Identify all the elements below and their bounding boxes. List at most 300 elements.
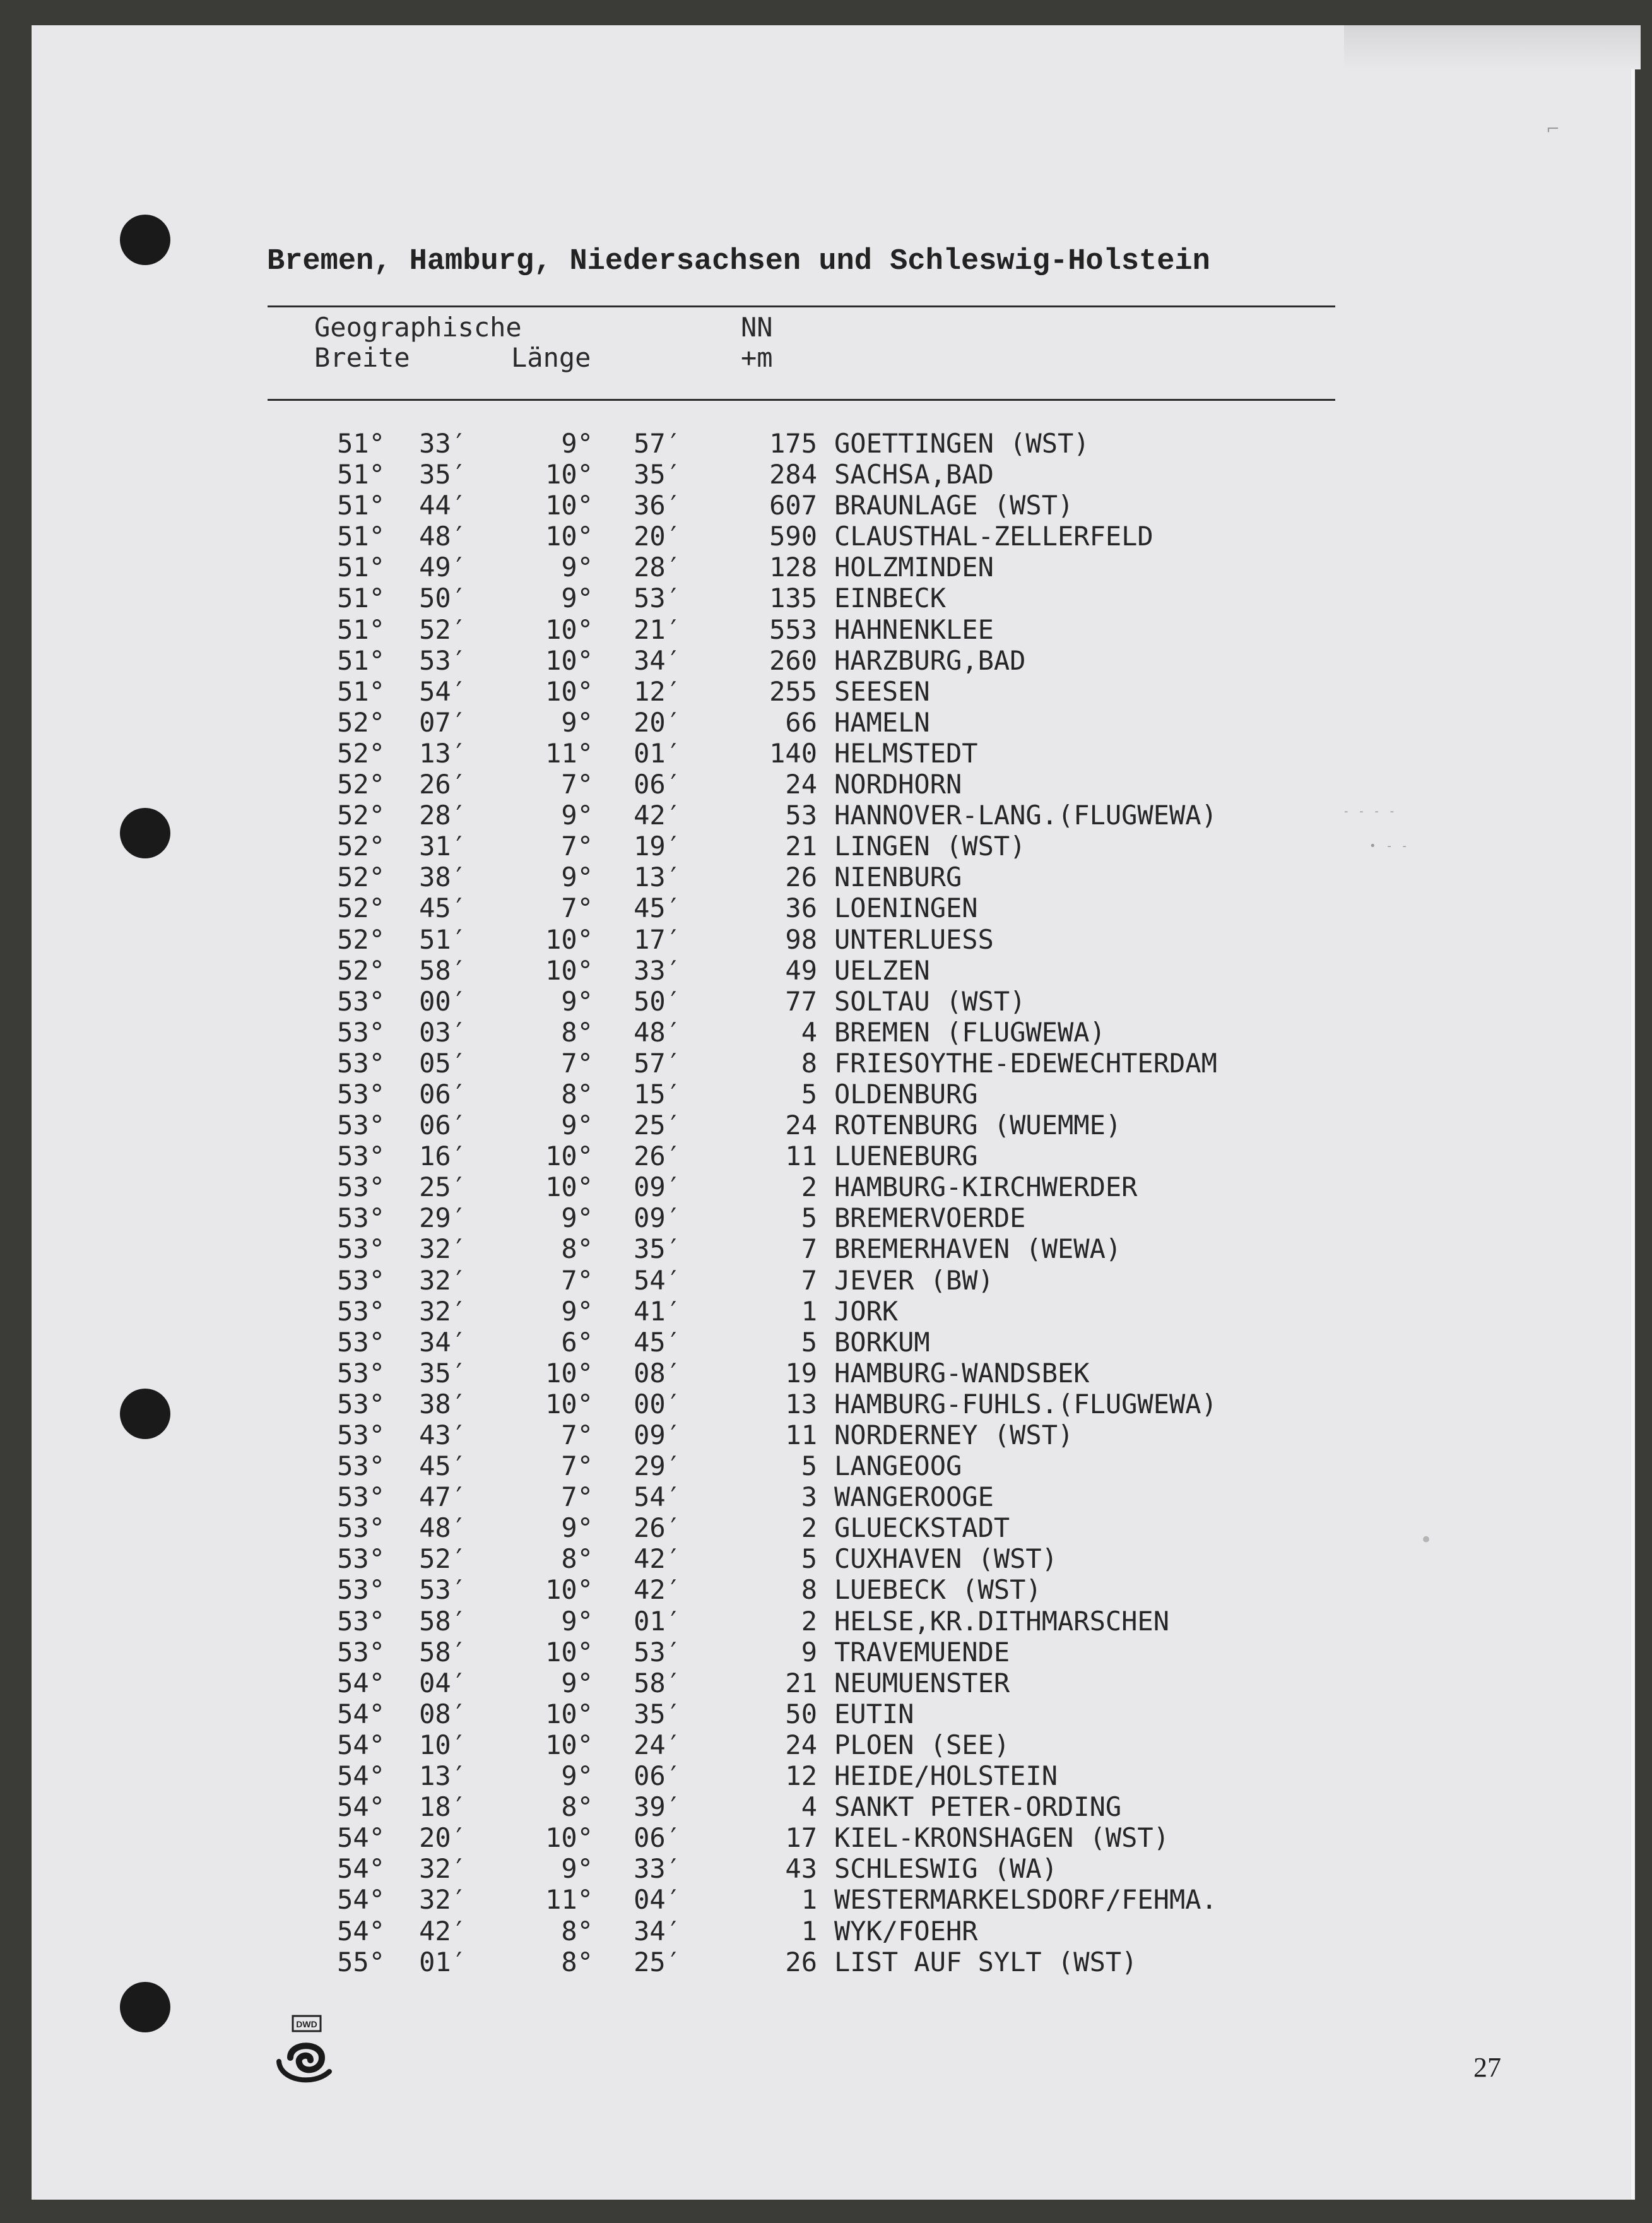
longitude-minutes: 01′ [634, 1605, 681, 1637]
longitude-minutes: 33′ [634, 954, 681, 986]
margin-mark: - - - - [1344, 805, 1398, 818]
elevation-nn: 2 [801, 1512, 817, 1544]
longitude-degrees: 8° [561, 1016, 593, 1048]
longitude-minutes: 20′ [634, 521, 681, 552]
latitude-degrees: 52° [337, 831, 385, 862]
table-row [32, 583, 1631, 614]
table-row [32, 1358, 1631, 1389]
table-row [32, 1574, 1631, 1605]
latitude-degrees: 54° [337, 1853, 385, 1885]
longitude-minutes: 08′ [634, 1357, 681, 1389]
longitude-minutes: 12′ [634, 675, 681, 707]
latitude-degrees: 55° [337, 1946, 385, 1977]
latitude-degrees: 51° [337, 521, 385, 552]
table-row [32, 490, 1631, 521]
longitude-degrees: 9° [561, 1295, 593, 1327]
station-name: NEUMUENSTER [834, 1667, 1010, 1698]
svg-text:DWD: DWD [296, 2019, 317, 2029]
latitude-degrees: 53° [337, 1141, 385, 1172]
elevation-nn: 21 [785, 831, 817, 862]
elevation-nn: 5 [801, 1326, 817, 1358]
longitude-degrees: 11° [545, 737, 593, 769]
longitude-degrees: 7° [561, 831, 593, 862]
station-name: NORDHORN [834, 769, 962, 800]
latitude-minutes: 38′ [419, 1388, 467, 1420]
latitude-minutes: 34′ [419, 1326, 467, 1358]
latitude-minutes: 44′ [419, 490, 467, 521]
elevation-nn: 50 [785, 1698, 817, 1729]
table-top-rule [268, 305, 1335, 307]
longitude-degrees: 9° [561, 428, 593, 459]
elevation-nn: 1 [801, 1915, 817, 1947]
longitude-minutes: 48′ [634, 1016, 681, 1048]
margin-mark: • - - [1369, 839, 1411, 853]
latitude-degrees: 52° [337, 862, 385, 893]
station-name: GOETTINGEN (WST) [834, 428, 1090, 459]
elevation-nn: 260 [769, 644, 817, 676]
elevation-nn: 98 [785, 923, 817, 955]
latitude-minutes: 29′ [419, 1202, 467, 1234]
latitude-minutes: 38′ [419, 862, 467, 893]
latitude-minutes: 05′ [419, 1047, 467, 1079]
longitude-degrees: 10° [545, 1729, 593, 1760]
station-name: SOLTAU (WST) [834, 985, 1026, 1017]
station-name: BORKUM [834, 1326, 930, 1358]
table-row [32, 1760, 1631, 1791]
elevation-nn: 21 [785, 1667, 817, 1698]
elevation-nn: 5 [801, 1543, 817, 1575]
latitude-minutes: 32′ [419, 1295, 467, 1327]
elevation-nn: 5 [801, 1202, 817, 1234]
longitude-minutes: 26′ [634, 1512, 681, 1544]
table-row [32, 986, 1631, 1017]
longitude-degrees: 10° [545, 1388, 593, 1420]
table-row [32, 924, 1631, 955]
station-name: NIENBURG [834, 862, 962, 893]
latitude-minutes: 31′ [419, 831, 467, 862]
table-row [32, 738, 1631, 769]
latitude-degrees: 53° [337, 1512, 385, 1544]
dwd-logo [271, 2013, 341, 2089]
longitude-minutes: 53′ [634, 1636, 681, 1668]
longitude-minutes: 01′ [634, 737, 681, 769]
latitude-degrees: 54° [337, 1822, 385, 1854]
header-geographische: Geographische [314, 312, 522, 343]
latitude-degrees: 51° [337, 490, 385, 521]
station-name: HAHNENKLEE [834, 614, 994, 645]
latitude-degrees: 54° [337, 1698, 385, 1729]
latitude-minutes: 45′ [419, 892, 467, 924]
station-name: HARZBURG,BAD [834, 644, 1026, 676]
elevation-nn: 2 [801, 1605, 817, 1637]
latitude-degrees: 53° [337, 1388, 385, 1420]
longitude-minutes: 09′ [634, 1171, 681, 1203]
elevation-nn: 1 [801, 1884, 817, 1916]
station-name: HAMBURG-WANDSBEK [834, 1357, 1090, 1389]
latitude-degrees: 53° [337, 1171, 385, 1203]
table-row [32, 1048, 1631, 1079]
header-meters: +m [741, 342, 773, 373]
latitude-minutes: 58′ [419, 1605, 467, 1637]
elevation-nn: 66 [785, 706, 817, 738]
station-name: BREMERHAVEN (WEWA) [834, 1233, 1122, 1265]
station-name: BRAUNLAGE (WST) [834, 490, 1074, 521]
station-name: SACHSA,BAD [834, 459, 994, 490]
latitude-degrees: 52° [337, 737, 385, 769]
latitude-minutes: 13′ [419, 1760, 467, 1792]
longitude-degrees: 7° [561, 1450, 593, 1482]
table-row [32, 769, 1631, 800]
latitude-minutes: 26′ [419, 769, 467, 800]
longitude-minutes: 19′ [634, 831, 681, 862]
latitude-degrees: 51° [337, 614, 385, 645]
elevation-nn: 11 [785, 1420, 817, 1450]
table-row [32, 1296, 1631, 1327]
elevation-nn: 49 [785, 954, 817, 986]
table-row [32, 955, 1631, 986]
longitude-minutes: 53′ [634, 583, 681, 614]
station-name: UELZEN [834, 954, 930, 986]
longitude-minutes: 35′ [634, 459, 681, 490]
table-row [32, 1079, 1631, 1110]
latitude-degrees: 52° [337, 923, 385, 955]
latitude-degrees: 52° [337, 892, 385, 924]
longitude-degrees: 10° [545, 954, 593, 986]
table-row [32, 1729, 1631, 1760]
longitude-degrees: 8° [561, 1946, 593, 1977]
latitude-degrees: 51° [337, 644, 385, 676]
table-row [32, 1110, 1631, 1141]
longitude-minutes: 26′ [634, 1141, 681, 1172]
longitude-minutes: 57′ [634, 1047, 681, 1079]
longitude-minutes: 20′ [634, 706, 681, 738]
table-row [32, 1512, 1631, 1543]
table-row [32, 1327, 1631, 1358]
page-title: Bremen, Hamburg, Niedersachsen und Schleswig-Holstein [267, 245, 1210, 278]
latitude-minutes: 03′ [419, 1016, 467, 1048]
longitude-minutes: 50′ [634, 985, 681, 1017]
station-name: OLDENBURG [834, 1078, 978, 1110]
latitude-degrees: 51° [337, 675, 385, 707]
latitude-minutes: 50′ [419, 583, 467, 614]
table-row [32, 1916, 1631, 1947]
latitude-degrees: 53° [337, 1605, 385, 1637]
latitude-minutes: 42′ [419, 1915, 467, 1947]
longitude-degrees: 9° [561, 706, 593, 738]
elevation-nn: 36 [785, 892, 817, 924]
latitude-degrees: 54° [337, 1667, 385, 1698]
longitude-minutes: 42′ [634, 800, 681, 831]
longitude-degrees: 10° [545, 1171, 593, 1203]
longitude-minutes: 09′ [634, 1202, 681, 1234]
latitude-minutes: 52′ [419, 1543, 467, 1575]
latitude-minutes: 13′ [419, 737, 467, 769]
elevation-nn: 175 [769, 428, 817, 459]
longitude-minutes: 39′ [634, 1791, 681, 1823]
latitude-degrees: 53° [337, 1110, 385, 1141]
longitude-minutes: 35′ [634, 1698, 681, 1729]
latitude-degrees: 53° [337, 1047, 385, 1079]
longitude-minutes: 15′ [634, 1078, 681, 1110]
elevation-nn: 11 [785, 1141, 817, 1172]
latitude-degrees: 53° [337, 1450, 385, 1482]
longitude-degrees: 11° [545, 1884, 593, 1916]
table-row [32, 428, 1631, 459]
station-name: LUENEBURG [834, 1141, 978, 1172]
station-name: HAMBURG-FUHLS.(FLUGWEWA) [834, 1388, 1217, 1420]
longitude-degrees: 10° [545, 923, 593, 955]
table-row [32, 676, 1631, 707]
latitude-minutes: 32′ [419, 1884, 467, 1916]
latitude-degrees: 54° [337, 1884, 385, 1916]
station-name: HEIDE/HOLSTEIN [834, 1760, 1058, 1792]
latitude-degrees: 54° [337, 1791, 385, 1823]
latitude-minutes: 18′ [419, 1791, 467, 1823]
station-name: LANGEOOG [834, 1450, 962, 1482]
elevation-nn: 4 [801, 1791, 817, 1823]
longitude-degrees: 9° [561, 552, 593, 583]
table-row [32, 1265, 1631, 1296]
latitude-minutes: 32′ [419, 1233, 467, 1265]
elevation-nn: 607 [769, 490, 817, 521]
latitude-minutes: 58′ [419, 1636, 467, 1668]
elevation-nn: 5 [801, 1450, 817, 1482]
header-laenge: Länge [511, 342, 591, 373]
longitude-minutes: 04′ [634, 1884, 681, 1916]
longitude-degrees: 10° [545, 1574, 593, 1606]
station-name: LUEBECK (WST) [834, 1574, 1042, 1606]
station-name: EINBECK [834, 583, 947, 614]
table-row [32, 1822, 1631, 1853]
table-row [32, 1389, 1631, 1420]
latitude-degrees: 53° [337, 1543, 385, 1575]
longitude-degrees: 10° [545, 459, 593, 490]
latitude-minutes: 01′ [419, 1946, 467, 1977]
station-name: BREMERVOERDE [834, 1202, 1026, 1234]
longitude-minutes: 06′ [634, 1822, 681, 1854]
elevation-nn: 7 [801, 1233, 817, 1265]
station-name: KIEL-KRONSHAGEN (WST) [834, 1822, 1170, 1854]
table-header-rule [268, 399, 1335, 401]
station-name: WYK/FOEHR [834, 1915, 978, 1947]
longitude-degrees: 10° [545, 1822, 593, 1854]
latitude-minutes: 48′ [419, 521, 467, 552]
latitude-minutes: 52′ [419, 614, 467, 645]
latitude-degrees: 54° [337, 1760, 385, 1792]
table-row [32, 1637, 1631, 1668]
longitude-degrees: 10° [545, 614, 593, 645]
station-name: GLUECKSTADT [834, 1512, 1010, 1544]
elevation-nn: 2 [801, 1171, 817, 1203]
latitude-minutes: 33′ [419, 428, 467, 459]
longitude-degrees: 9° [561, 862, 593, 893]
latitude-minutes: 32′ [419, 1264, 467, 1296]
station-name: HAMELN [834, 706, 930, 738]
elevation-nn: 13 [785, 1388, 817, 1420]
elevation-nn: 5 [801, 1078, 817, 1110]
table-row [32, 1202, 1631, 1233]
elevation-nn: 24 [785, 769, 817, 800]
table-row [32, 1481, 1631, 1512]
table-row [32, 862, 1631, 892]
table-row [32, 1884, 1631, 1915]
paper-fold-shadow [1344, 25, 1641, 69]
table-row [32, 645, 1631, 676]
station-name: HELSE,KR.DITHMARSCHEN [834, 1605, 1170, 1637]
elevation-nn: 19 [785, 1357, 817, 1389]
elevation-nn: 24 [785, 1110, 817, 1141]
table-row [32, 1698, 1631, 1729]
table-row [32, 1017, 1631, 1048]
latitude-degrees: 51° [337, 552, 385, 583]
latitude-degrees: 53° [337, 1326, 385, 1358]
punch-hole [120, 215, 170, 265]
latitude-degrees: 51° [337, 428, 385, 459]
latitude-minutes: 08′ [419, 1698, 467, 1729]
table-row [32, 1853, 1631, 1884]
station-name: JEVER (BW) [834, 1264, 994, 1296]
table-row [32, 1543, 1631, 1574]
latitude-degrees: 53° [337, 1295, 385, 1327]
latitude-degrees: 53° [337, 1636, 385, 1668]
longitude-degrees: 7° [561, 892, 593, 924]
latitude-minutes: 43′ [419, 1420, 467, 1450]
header-nn: NN [741, 312, 773, 343]
longitude-minutes: 42′ [634, 1543, 681, 1575]
longitude-minutes: 57′ [634, 428, 681, 459]
latitude-degrees: 54° [337, 1915, 385, 1947]
station-name: CUXHAVEN (WST) [834, 1543, 1058, 1575]
station-name: WESTERMARKELSDORF/FEHMA. [834, 1884, 1217, 1916]
elevation-nn: 284 [769, 459, 817, 490]
longitude-degrees: 8° [561, 1078, 593, 1110]
latitude-minutes: 28′ [419, 800, 467, 831]
elevation-nn: 135 [769, 583, 817, 614]
station-name: JORK [834, 1295, 899, 1327]
elevation-nn: 43 [785, 1853, 817, 1885]
latitude-minutes: 06′ [419, 1078, 467, 1110]
elevation-nn: 17 [785, 1822, 817, 1854]
station-name: TRAVEMUENDE [834, 1636, 1010, 1668]
latitude-degrees: 51° [337, 459, 385, 490]
longitude-minutes: 54′ [634, 1481, 681, 1513]
station-name: CLAUSTHAL-ZELLERFELD [834, 521, 1153, 552]
latitude-minutes: 04′ [419, 1667, 467, 1698]
latitude-minutes: 35′ [419, 459, 467, 490]
longitude-degrees: 9° [561, 1760, 593, 1792]
longitude-minutes: 24′ [634, 1729, 681, 1760]
longitude-minutes: 13′ [634, 862, 681, 893]
station-name: BREMEN (FLUGWEWA) [834, 1016, 1106, 1048]
longitude-degrees: 10° [545, 644, 593, 676]
longitude-degrees: 9° [561, 1110, 593, 1141]
latitude-minutes: 58′ [419, 954, 467, 986]
station-name: UNTERLUESS [834, 923, 994, 955]
station-name: EUTIN [834, 1698, 914, 1729]
latitude-degrees: 53° [337, 1481, 385, 1513]
longitude-minutes: 45′ [634, 892, 681, 924]
longitude-minutes: 09′ [634, 1420, 681, 1450]
longitude-minutes: 42′ [634, 1574, 681, 1606]
station-name: HOLZMINDEN [834, 552, 994, 583]
longitude-degrees: 8° [561, 1233, 593, 1265]
longitude-degrees: 10° [545, 1698, 593, 1729]
table-row [32, 1420, 1631, 1450]
latitude-degrees: 53° [337, 985, 385, 1017]
latitude-degrees: 52° [337, 769, 385, 800]
longitude-degrees: 10° [545, 1141, 593, 1172]
table-row [32, 1171, 1631, 1202]
longitude-minutes: 36′ [634, 490, 681, 521]
longitude-minutes: 06′ [634, 769, 681, 800]
elevation-nn: 4 [801, 1016, 817, 1048]
latitude-minutes: 51′ [419, 923, 467, 955]
longitude-degrees: 7° [561, 1481, 593, 1513]
latitude-degrees: 54° [337, 1729, 385, 1760]
latitude-minutes: 16′ [419, 1141, 467, 1172]
document-page [32, 25, 1635, 2200]
station-name: LIST AUF SYLT (WST) [834, 1946, 1138, 1977]
table-row [32, 1606, 1631, 1637]
page-number: 27 [1473, 2052, 1501, 2083]
punch-hole [120, 1982, 170, 2032]
table-row [32, 614, 1631, 645]
station-name: HELMSTEDT [834, 737, 978, 769]
latitude-minutes: 54′ [419, 675, 467, 707]
latitude-minutes: 25′ [419, 1171, 467, 1203]
latitude-minutes: 35′ [419, 1357, 467, 1389]
latitude-degrees: 53° [337, 1202, 385, 1234]
station-name: FRIESOYTHE-EDEWECHTERDAM [834, 1047, 1217, 1079]
station-name: HANNOVER-LANG.(FLUGWEWA) [834, 800, 1217, 831]
longitude-degrees: 9° [561, 1667, 593, 1698]
elevation-nn: 590 [769, 521, 817, 552]
longitude-degrees: 10° [545, 521, 593, 552]
latitude-degrees: 51° [337, 583, 385, 614]
station-name: WANGEROOGE [834, 1481, 994, 1513]
latitude-minutes: 00′ [419, 985, 467, 1017]
longitude-degrees: 8° [561, 1791, 593, 1823]
elevation-nn: 24 [785, 1729, 817, 1760]
latitude-degrees: 53° [337, 1264, 385, 1296]
longitude-degrees: 8° [561, 1915, 593, 1947]
longitude-degrees: 9° [561, 1512, 593, 1544]
station-name: SEESEN [834, 675, 930, 707]
latitude-minutes: 45′ [419, 1450, 467, 1482]
station-name: LOENINGEN [834, 892, 978, 924]
latitude-minutes: 49′ [419, 552, 467, 583]
margin-mark: ⌐ [1546, 120, 1560, 139]
latitude-minutes: 10′ [419, 1729, 467, 1760]
longitude-minutes: 41′ [634, 1295, 681, 1327]
elevation-nn: 8 [801, 1574, 817, 1606]
elevation-nn: 9 [801, 1636, 817, 1668]
longitude-degrees: 10° [545, 490, 593, 521]
latitude-degrees: 53° [337, 1420, 385, 1450]
elevation-nn: 26 [785, 862, 817, 893]
station-name: NORDERNEY (WST) [834, 1420, 1074, 1450]
station-name: LINGEN (WST) [834, 831, 1026, 862]
elevation-nn: 128 [769, 552, 817, 583]
longitude-degrees: 9° [561, 1853, 593, 1885]
longitude-degrees: 10° [545, 1636, 593, 1668]
longitude-degrees: 10° [545, 675, 593, 707]
station-name: ROTENBURG (WUEMME) [834, 1110, 1122, 1141]
latitude-minutes: 07′ [419, 706, 467, 738]
longitude-degrees: 7° [561, 769, 593, 800]
table-row [32, 1141, 1631, 1171]
longitude-minutes: 17′ [634, 923, 681, 955]
